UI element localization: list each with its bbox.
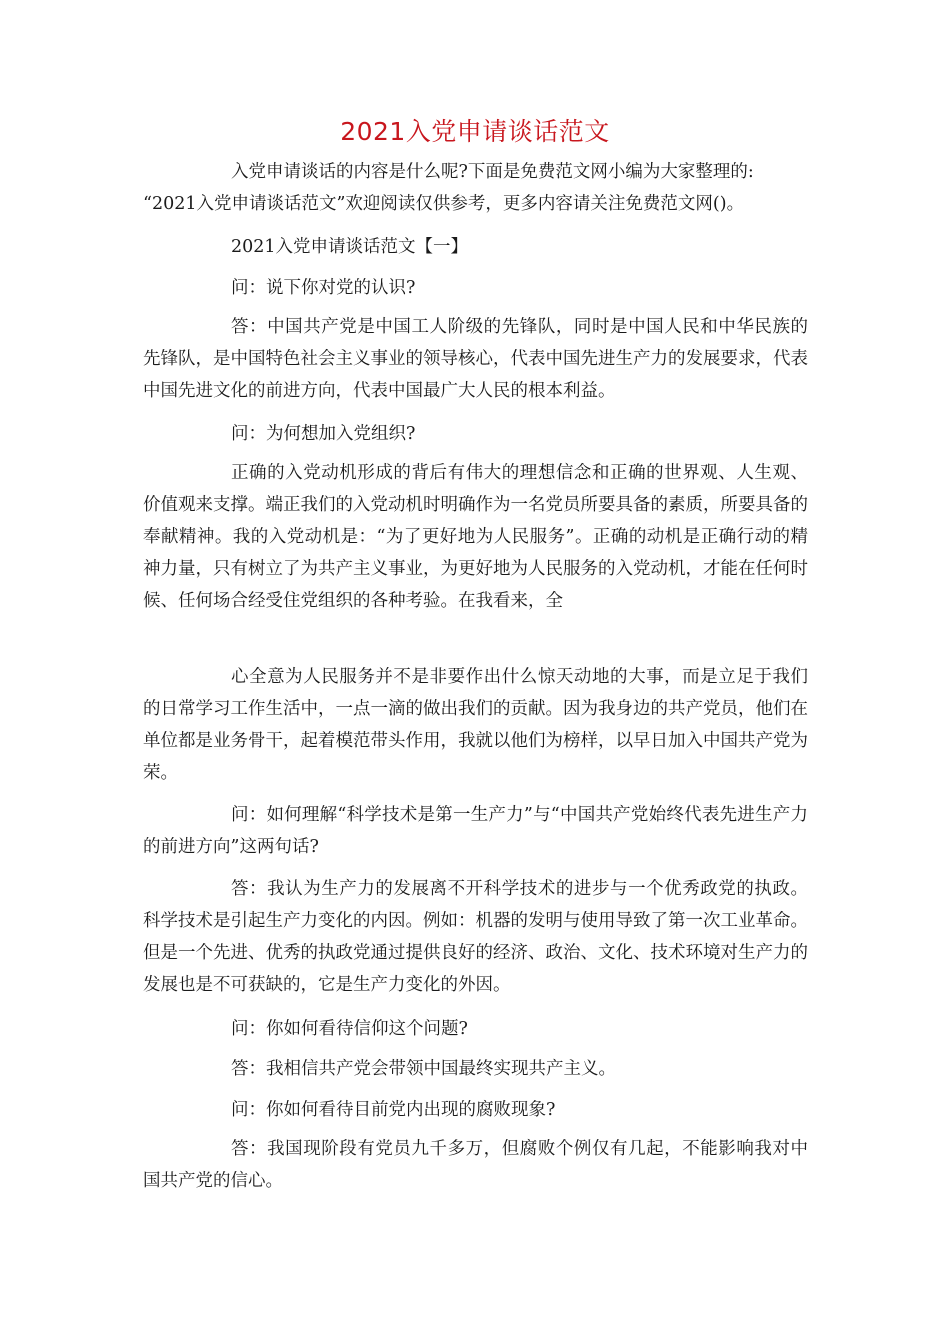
question-4: 问：你如何看待信仰这个问题?	[231, 1019, 468, 1039]
intro-line-1: 入党申请谈话的内容是什么呢?下面是免费范文网小编为大家整理的:	[231, 162, 754, 182]
question-1: 问：说下你对党的认识?	[231, 278, 416, 298]
answer-2-part-1: 正确的入党动机形成的背后有伟大的理想信念和正确的世界观、人生观、价值观来支撑。端正我们的入党动机时明确作为一名党员所要具备的素质，所要具备的奉献精神。我的入党动机是：“为了更好地为人民服务”。正确的动机是正确行动的精神力量，只有树立了为共产主义事业，为更好地为人民服务的入党动机，才能在任何时候、任何场合经受住党组织的各种考验。在我看来，全	[143, 463, 808, 611]
answer-3: 答：我认为生产力的发展离不开科学技术的进步与一个优秀政党的执政。科学技术是引起生产力变化的内因。例如：机器的发明与使用导致了第一次工业革命。但是一个先进、优秀的执政党通过提供良好的经济、政治、文化、技术环境对生产力的发展也是不可获缺的，它是生产力变化的外因。	[143, 879, 808, 995]
question-3: 问：如何理解“科学技术是第一生产力”与“中国共产党始终代表先进生产力的前进方向”这两句话?	[143, 805, 808, 857]
section-heading: 2021入党申请谈话范文【一】	[231, 237, 469, 257]
intro-line-2: “2021入党申请谈话范文”欢迎阅读仅供参考，更多内容请关注免费范文网()。	[143, 194, 745, 214]
question-2: 问：为何想加入党组织?	[231, 424, 416, 444]
document-title: 2021入党申请谈话范文	[340, 117, 610, 146]
answer-4: 答：我相信共产党会带领中国最终实现共产主义。	[231, 1059, 616, 1079]
answer-2-part-2: 心全意为人民服务并不是非要作出什么惊天动地的大事，而是立足于我们的日常学习工作生活中，一点一滴的做出我们的贡献。因为我身边的共产党员，他们在单位都是业务骨干，起着模范带头作用，我就以他们为榜样，以早日加入中国共产党为荣。	[143, 667, 808, 783]
question-5: 问：你如何看待目前党内出现的腐败现象?	[231, 1100, 556, 1120]
answer-5: 答：我国现阶段有党员九千多万，但腐败个例仅有几起，不能影响我对中国共产党的信心。	[143, 1139, 808, 1191]
answer-1: 答：中国共产党是中国工人阶级的先锋队，同时是中国人民和中华民族的先锋队，是中国特色社会主义事业的领导核心，代表中国先进生产力的发展要求，代表中国先进文化的前进方向，代表中国最广大人民的根本利益。	[143, 317, 808, 401]
